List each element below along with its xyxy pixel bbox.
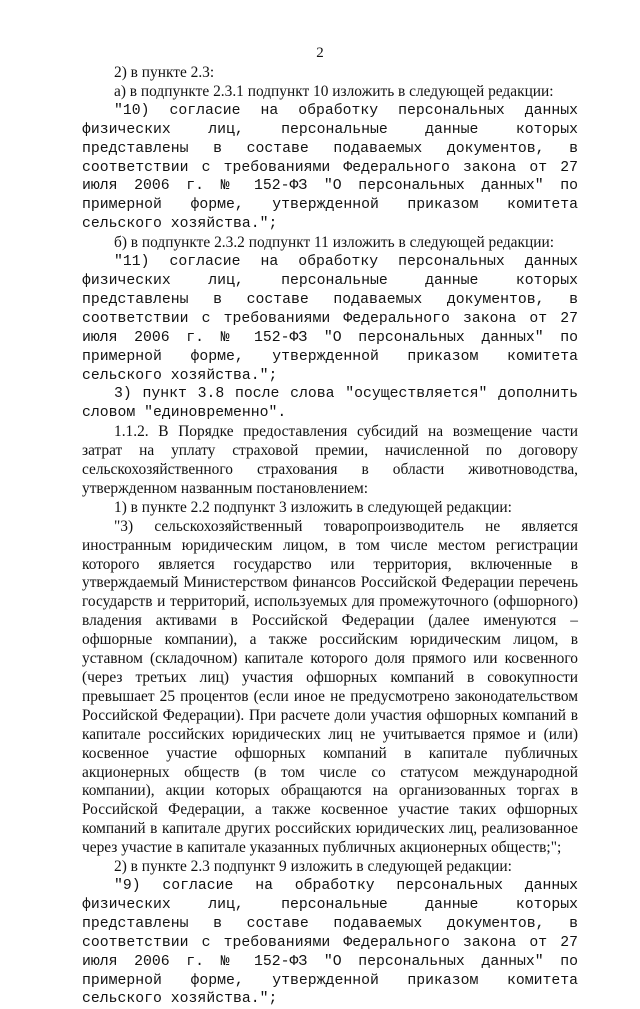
paragraph-subitem-2-3-1: а) в подпункте 2.3.1 подпункт 10 изложить в следующей редакции: xyxy=(114,82,554,100)
paragraph-subitem-2-3-2: б) в подпункте 2.3.2 подпункт 11 изложить в следующей редакции: xyxy=(114,234,554,252)
paragraph-quoted-subitem-10: "10) согласие на обработку персональных данных физических лиц, персональные данные которых представлены в составе подаваемых документов, в соответствии с требованиями Федерального закона от 27 июля 2006 г. № 152-ФЗ "О персональных данных" по примерной форме, утвержденной приказом комитета сельского хозяйства."; xyxy=(82,102,578,233)
paragraph-item-2-3: 2) в пункте 2.3: xyxy=(114,64,215,81)
paragraph-item-3-8: 3) пункт 3.8 после слова "осуществляется" дополнить словом "единовременно". xyxy=(82,386,578,422)
page-number: 2 xyxy=(316,45,324,61)
paragraph-section-1-1-2: 1.1.2. В Порядке предоставления субсидий на возмещение части затрат на уплату страховой премии, начисленной по договору сельскохозяйственного страхования в области животноводства, утвержденном названным постановлением: xyxy=(82,423,578,497)
document-body xyxy=(82,64,578,1009)
paragraph-quoted-subitem-9: "9) согласие на обработку персональных данных физических лиц, персональные данные которых представлены в составе подаваемых документов, в соответствии с требованиями Федерального закона от 27 июля 2006 г. № 152-ФЗ "О персональных данных" по примерной форме, утвержденной приказом комитета сельского хозяйства."; xyxy=(82,877,578,1008)
paragraph-item-2-2: 1) в пункте 2.2 подпункт 3 изложить в следующей редакции: xyxy=(114,498,512,516)
paragraph-quoted-subitem-3: "3) сельскохозяйственный товаропроизводитель не является иностранным юридическим лицом, в том числе местом регистрации которого является государство или территория, включенные в утверждаемый Министерством финансов Российской Федерации перечень государств и территорий, используемых для промежуточного (офшорного) владения активами в Российской Федерации (далее именуются – офшорные компании), а также российским юридическим лицом, в уставном (складочном) капитале которого доля прямого или косвенного (через третьих лиц) участия офшорных компаний в совокупности превышает 25 процентов (если иное не предусмотрено законодательством Российской Федерации). При расчете доли участия офшорных компаний в капитале российских юридических лиц не учитывается прямое и (или) косвенное участие офшорных компаний в капитале публичных акционерных обществ (в том числе со статусом международной компании), акции которых обращаются на организованных торгах в Российской Федерации, а также косвенное участие таких офшорных компаний в капитале других российских юридических лиц, реализованное через участие в капитале указанных публичных акционерных обществ;"; xyxy=(82,517,578,857)
paragraph-item-2-3-second: 2) в пункте 2.3 подпункт 9 изложить в следующей редакции: xyxy=(114,858,512,876)
paragraph-quoted-subitem-11: "11) согласие на обработку персональных данных физических лиц, персональные данные которых представлены в составе подаваемых документов, в соответствии с требованиями Федерального закона от 27 июля 2006 г. № 152-ФЗ "О персональных данных" по примерной форме, утвержденной приказом комитета сельского хозяйства."; xyxy=(82,254,578,384)
